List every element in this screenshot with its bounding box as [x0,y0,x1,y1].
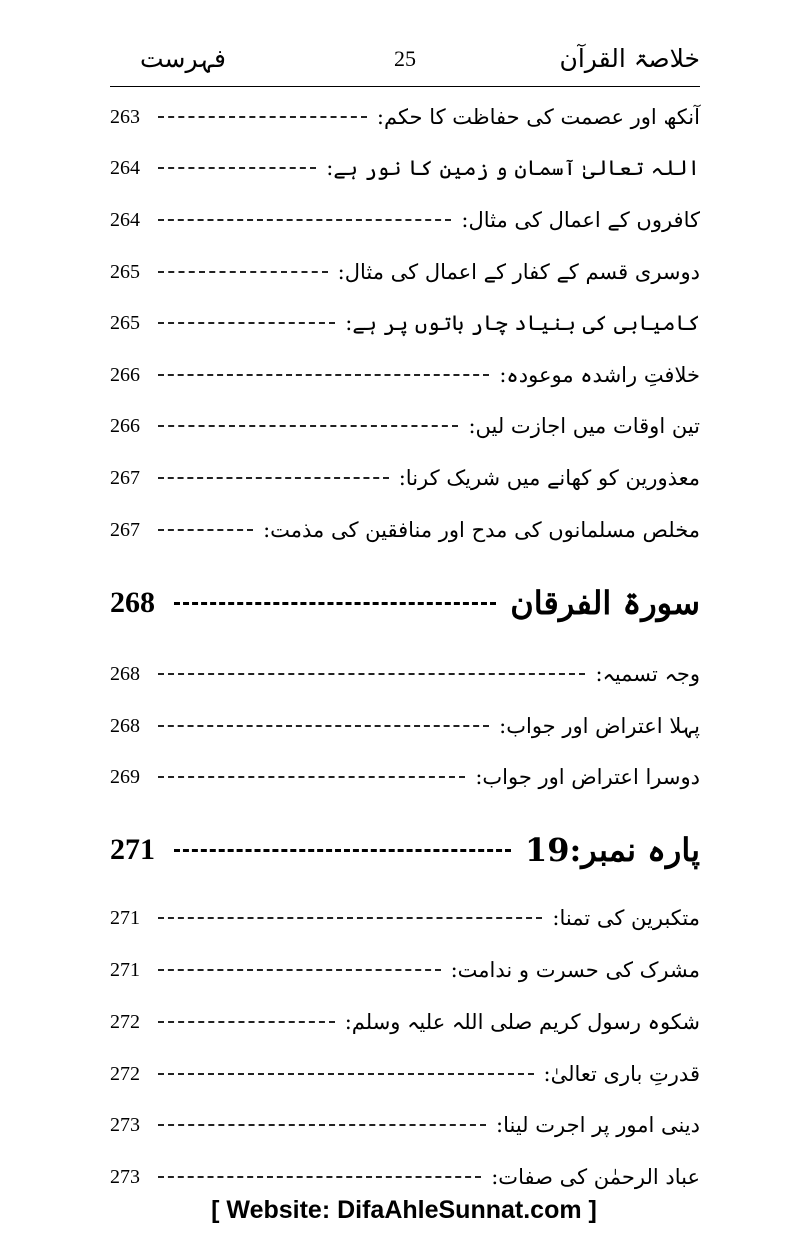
entry-page: 267 [110,466,140,489]
toc-entry [110,303,700,343]
entry-title: اللہ تعالیٰ آسمان و زمین کا نور ہے: [326,156,700,180]
leader-dashes [158,116,367,118]
entry-page: 272 [110,1062,140,1085]
toc-entry [110,1002,700,1042]
leader-dashes [158,1124,486,1126]
entry-page: 271 [110,906,140,929]
entry-title: پہلا اعتراض اور جواب: [499,714,700,738]
toc-entry [110,200,700,240]
section-heading [110,824,700,876]
toc-entry [110,97,700,137]
entry-page: 266 [110,414,140,437]
entry-page: 267 [110,518,140,541]
entry-page: 265 [110,311,140,334]
leader-dashes [158,477,389,479]
page-header [110,44,700,84]
book-title: خلاصۃ القرآن [559,44,700,73]
entry-title: دوسری قسم کے کفار کے اعمال کی مثال: [337,260,700,284]
entry-title: مخلص مسلمانوں کی مدح اور منافقین کی مذمت: [263,518,700,542]
toc-entry [110,252,700,292]
leader-dashes [158,167,316,169]
leader-dashes [158,271,328,273]
toc-entry [110,458,700,498]
section-heading [110,577,700,629]
entry-page: 273 [110,1113,140,1136]
entry-page: 264 [110,156,140,179]
page-number: 25 [394,46,416,71]
toc-entry [110,706,700,746]
entry-page: 273 [110,1165,140,1188]
section-title: پارہ نمبر:19 [524,831,700,869]
entry-page: 264 [110,208,140,231]
entry-title: دوسرا اعتراض اور جواب: [475,765,700,789]
entry-page: 266 [110,363,140,386]
toc-entry [110,950,700,990]
toc-entry [110,510,700,550]
leader-dashes [158,776,465,778]
entry-title: متکبرین کی تمنا: [552,906,700,930]
entry-page: 263 [110,105,140,128]
toc-entry [110,148,700,188]
leader-dashes [158,1176,481,1178]
entry-title: معذورین کو کھانے میں شریک کرنا: [398,466,700,490]
leader-dashes [158,374,489,376]
leader-dashes [158,969,441,971]
entry-title: وجہ تسمیہ: [595,662,700,686]
entry-title: خلافتِ راشدہ موعودہ: [499,363,700,387]
leader-dashes [158,1073,534,1075]
section-page: 268 [110,586,155,619]
leader-dashes [174,849,511,852]
entry-title: مشرک کی حسرت و ندامت: [450,958,700,982]
entry-title: کافروں کے اعمال کی مثال: [461,208,700,232]
leader-dashes [158,529,253,531]
entry-title: تین اوقات میں اجازت لیں: [468,414,700,438]
entry-title: عباد الرحمٰن کی صفات: [491,1165,700,1189]
section-title: سورۃ الفرقان [510,584,700,622]
header-divider [110,86,700,87]
leader-dashes [158,1021,335,1023]
toc-entry [110,898,700,938]
entry-page: 271 [110,958,140,981]
entry-page: 265 [110,260,140,283]
entry-title: شکوہ رسول کریم صلی اللہ علیہ وسلم: [344,1010,700,1034]
toc-entry [110,355,700,395]
toc-entry [110,1157,700,1197]
leader-dashes [158,219,451,221]
leader-dashes [158,425,458,427]
leader-dashes [158,917,542,919]
entry-page: 268 [110,662,140,685]
entry-page: 272 [110,1010,140,1033]
toc-entry [110,654,700,694]
website-footer: [ Website: DifaAhleSunnat.com ] [211,1196,597,1224]
entry-title: دینی امور پر اجرت لینا: [496,1113,700,1137]
toc-entry [110,757,700,797]
section-page: 271 [110,833,155,866]
entry-title: آنکھ اور عصمت کی حفاظت کا حکم: [376,105,700,129]
leader-dashes [158,725,489,727]
leader-dashes [158,673,585,675]
toc-entry [110,1105,700,1145]
entry-title: قدرتِ باری تعالیٰ: [543,1062,700,1086]
entry-title: کامیابی کی بنیاد چار باتوں پر ہے: [345,311,700,335]
leader-dashes [174,602,496,605]
leader-dashes [158,322,335,324]
entry-page: 268 [110,714,140,737]
section-label: فہرست [140,44,226,73]
toc-entry [110,406,700,446]
toc-entry [110,1054,700,1094]
entry-page: 269 [110,765,140,788]
